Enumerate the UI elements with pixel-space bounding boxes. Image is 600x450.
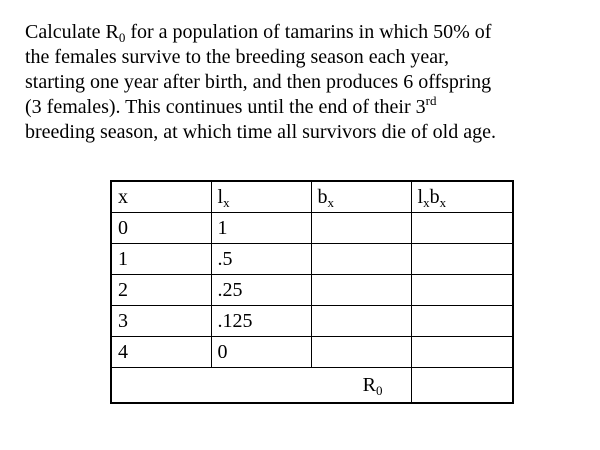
table-row: [111, 213, 513, 244]
problem-text: Calculate R: [25, 21, 119, 43]
table-row: [111, 337, 513, 368]
problem-line-2: the females survive to the breeding season each year,: [25, 46, 450, 68]
cell-bx: [311, 337, 411, 368]
cell-lxbx: [411, 337, 513, 368]
table-row: [111, 306, 513, 337]
problem-line-1: [25, 20, 585, 45]
cell-lxbx: [411, 306, 513, 337]
r0-subscript: 0: [118, 30, 126, 45]
cell-x: 1: [111, 244, 211, 275]
cell-x: 2: [111, 275, 211, 306]
cell-bx: [311, 306, 411, 337]
table-row: [111, 244, 513, 275]
cell-bx: [311, 244, 411, 275]
cell-lx: .25: [211, 275, 311, 306]
cell-lxbx: [411, 213, 513, 244]
cell-lxbx: [411, 244, 513, 275]
problem-line-3: starting one year after birth, and then produces 6 offspring: [25, 71, 492, 93]
cell-lx: .5: [211, 244, 311, 275]
cell-x: 4: [111, 337, 211, 368]
ordinal-superscript: rd: [425, 93, 437, 108]
problem-line-5: breeding season, at which time all survivors die of old age.: [25, 121, 496, 143]
problem-statement: [25, 20, 585, 145]
table-row: [111, 275, 513, 306]
r0-value: [411, 368, 513, 404]
cell-bx: [311, 275, 411, 306]
problem-line-4: [25, 95, 585, 120]
cell-x: 0: [111, 213, 211, 244]
life-table: [110, 180, 514, 404]
cell-lx: 0: [211, 337, 311, 368]
table-total-row: [111, 368, 513, 404]
cell-lx: 1: [211, 213, 311, 244]
problem-text: for a population of tamarins in which 50% of: [125, 21, 492, 43]
cell-lx: .125: [211, 306, 311, 337]
cell-lxbx: [411, 275, 513, 306]
table-header-row: [111, 181, 513, 213]
r0-label: $R_0$: [111, 368, 411, 404]
header-lxbx: $l_xb_x$: [411, 181, 513, 213]
header-x: x: [111, 181, 211, 213]
problem-text: (3 females). This continues until the end of their 3: [25, 96, 426, 118]
cell-bx: [311, 213, 411, 244]
cell-x: 3: [111, 306, 211, 337]
header-lx: $l_x$: [211, 181, 311, 213]
header-bx: $b_x$: [311, 181, 411, 213]
